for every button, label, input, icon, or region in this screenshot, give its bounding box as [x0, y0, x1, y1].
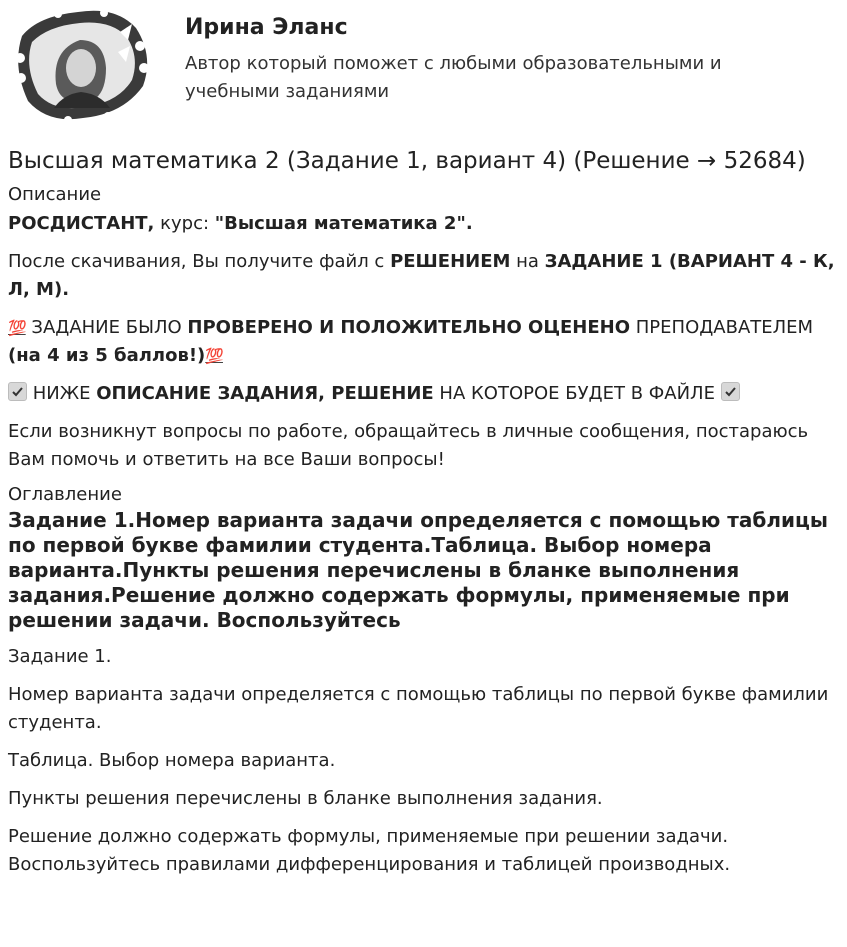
- text: НА КОТОРОЕ БУДЕТ В ФАЙЛЕ: [433, 383, 721, 404]
- toc-title: Задание 1.Номер варианта задачи определяется с помощью таблицы по первой букве фамилии студента.Таблица. Выбор номера варианта.Пункты решения перечислены в бланке выполнения задания.Решение должно содержать формулы, применяемые при решении задачи. Воспользуйтесь: [8, 508, 828, 632]
- page-title: Высшая математика 2 (Задание 1, вариант 4) (Решение → 52684): [8, 148, 806, 174]
- toc-paragraph: Номер варианта задачи определяется с помощью таблицы по первой букве фамилии студента.: [8, 684, 829, 733]
- text-bold: ЗАДАНИЕ 1 (ВАРИАНТ 4 - К, Л, М).: [8, 251, 835, 300]
- text: ЗАДАНИЕ БЫЛО: [25, 317, 188, 338]
- description-paragraph-3: [8, 314, 843, 370]
- hundred-points-icon: 💯: [205, 347, 223, 365]
- text-bold: "Высшая математика 2".: [214, 213, 473, 234]
- description-paragraph-5: Если возникнут вопросы по работе, обращайтесь в личные сообщения, постараюсь Вам помочь и ответить на все Ваши вопросы!: [8, 421, 809, 470]
- author-card: [8, 6, 839, 128]
- text: курс:: [154, 213, 215, 234]
- text-bold: (на 4 из 5 баллов!): [8, 345, 206, 366]
- description-paragraph-4: [8, 380, 843, 408]
- toc-paragraph: Таблица. Выбор номера варианта.: [8, 750, 336, 771]
- description-paragraph-2: [8, 248, 843, 304]
- toc-label: Оглавление: [8, 484, 122, 505]
- author-description: Автор который поможет с любыми образовательными и учебными заданиями: [185, 53, 722, 102]
- text: на: [510, 251, 545, 272]
- author-avatar[interactable]: [8, 6, 153, 126]
- text: ПРЕПОДАВАТЕЛЕМ: [630, 317, 814, 338]
- toc-paragraph: Решение должно содержать формулы, применяемые при решении задачи. Воспользуйтесь правилами дифференцирования и таблицей производных.: [8, 826, 731, 875]
- description-label: Описание: [8, 184, 102, 205]
- text: НИЖЕ: [27, 383, 97, 404]
- text: После скачивания, Вы получите файл с: [8, 251, 391, 272]
- text-bold: РЕШЕНИЕМ: [390, 251, 511, 272]
- toc-paragraph: Задание 1.: [8, 646, 112, 667]
- main-content: [8, 146, 843, 889]
- author-name[interactable]: Ирина Эланс: [185, 15, 348, 40]
- description-paragraph-1: [8, 210, 843, 238]
- text-bold: ОПИСАНИЕ ЗАДАНИЯ, РЕШЕНИЕ: [96, 383, 434, 404]
- text-bold: РОСДИСТАНТ,: [8, 213, 155, 234]
- hundred-points-icon: 💯: [8, 319, 26, 337]
- check-box-icon: [721, 382, 740, 401]
- toc-paragraph: Пункты решения перечислены в бланке выполнения задания.: [8, 788, 603, 809]
- text-bold: ПРОВЕРЕНО И ПОЛОЖИТЕЛЬНО ОЦЕНЕНО: [187, 317, 631, 338]
- check-box-icon: [8, 382, 27, 401]
